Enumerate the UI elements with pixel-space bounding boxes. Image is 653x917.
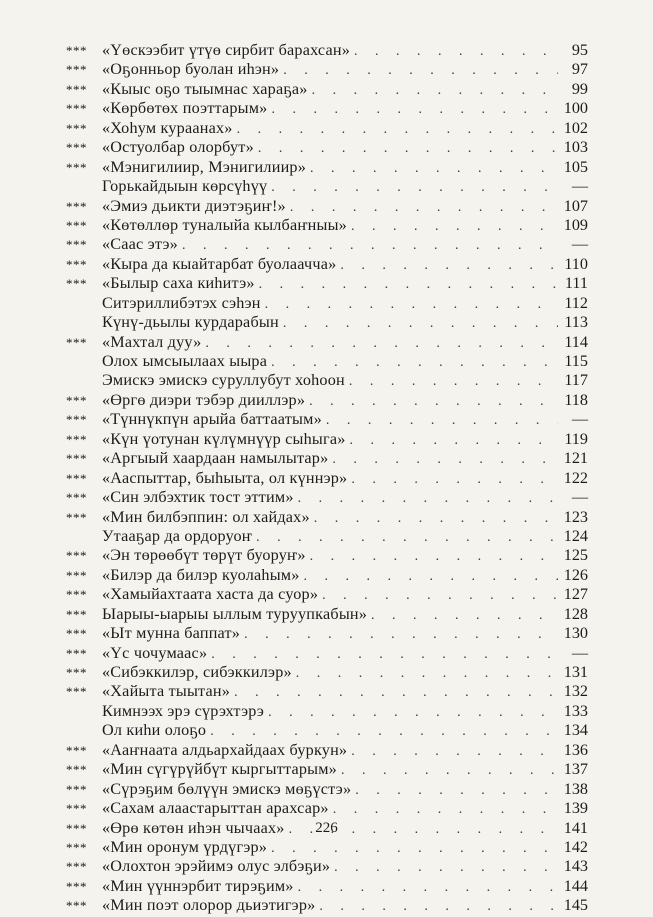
asterisk-marker: *** [66, 820, 87, 836]
toc-entry [66, 527, 588, 546]
dot-leader [350, 431, 559, 450]
asterisk-marker: *** [66, 62, 87, 78]
toc-entry [66, 508, 588, 527]
entry-title: «Көрбөтөх поэттарым» [102, 99, 268, 118]
entry-page-number: 107 [563, 196, 588, 215]
asterisk-marker: *** [66, 470, 87, 486]
entry-page-number: 131 [563, 663, 588, 681]
dot-leader [244, 625, 558, 644]
entry-page-number: 139 [563, 799, 588, 818]
entry-title: «Былыр саха киһитэ» [102, 274, 255, 293]
toc-entry [66, 721, 588, 740]
entry-page-number: 102 [563, 118, 588, 137]
toc-entry [66, 430, 588, 449]
toc-entry [66, 80, 588, 99]
dot-leader [298, 878, 558, 897]
toc-entry [66, 663, 588, 682]
dot-leader [340, 256, 558, 275]
toc-entry [66, 469, 588, 488]
asterisk-marker: *** [66, 334, 87, 350]
entry-page-number: 141 [563, 818, 588, 837]
asterisk-marker: *** [66, 742, 87, 758]
entry-title: Ол киһи олоҕо [102, 721, 207, 740]
dot-leader [271, 100, 558, 119]
entry-title: «Күн үотунан күлүмнүүр сыһыга» [102, 429, 346, 448]
asterisk-marker: *** [66, 878, 87, 894]
asterisk-marker: *** [66, 120, 87, 136]
asterisk-marker: *** [66, 412, 87, 428]
entry-page-number: 103 [563, 138, 588, 157]
entry-title: «Көтөллөр туналыйа кылбаҥныы» [102, 215, 347, 234]
entry-page-number: 105 [563, 157, 588, 176]
asterisk-marker: *** [66, 198, 87, 214]
entry-title: «Түннүкпүн арыйа баттаатым» [102, 410, 322, 429]
entry-page-number: 123 [563, 507, 588, 526]
entry-title: «Сүрэҕим бөлүүн эмискэ мөҕүстэ» [102, 779, 352, 798]
entry-title: «Мин билбэппин: ол хайдах» [102, 507, 310, 526]
toc-entry [66, 702, 588, 721]
asterisk-marker: *** [66, 276, 87, 292]
dot-leader [354, 42, 558, 61]
toc-entry [66, 877, 588, 896]
entry-page-number: 121 [563, 449, 588, 468]
page-number: 226 [315, 820, 338, 836]
asterisk-marker: *** [66, 81, 87, 97]
entry-page-number: 126 [563, 565, 588, 584]
entry-page-number: 130 [563, 624, 588, 643]
asterisk-marker: *** [66, 606, 87, 622]
entry-title: «Эн төрөөбүт төрүт буоруҥ» [102, 546, 306, 565]
dot-leader [271, 353, 558, 372]
toc-entry [66, 60, 588, 79]
toc-entry [66, 546, 588, 565]
toc-entry [66, 682, 588, 701]
toc-entry [66, 896, 588, 915]
dot-leader [268, 703, 558, 722]
asterisk-marker: *** [66, 684, 87, 700]
entry-page-number: 95 [571, 41, 588, 59]
toc-entry [66, 158, 588, 177]
entry-page-number: 109 [563, 215, 588, 234]
dot-leader [298, 489, 558, 508]
toc-entry [66, 255, 588, 274]
entry-title: «Син элбэхтик тост эттим» [102, 488, 294, 507]
dot-leader [355, 781, 558, 800]
entry-title: «Үс чочумаас» [102, 643, 208, 662]
dot-leader [265, 295, 558, 314]
toc-entry [66, 313, 588, 332]
toc-entry [66, 371, 588, 390]
entry-page-number: — [571, 235, 588, 254]
toc-entry [66, 197, 588, 216]
entry-title: Күнү-дьылы курдарабын [102, 313, 279, 332]
asterisk-marker: *** [66, 43, 87, 58]
toc-entry [66, 838, 588, 857]
toc-entry [66, 352, 588, 371]
entry-title: «Өрө көтөн иһэн чычаах» [102, 818, 285, 837]
asterisk-marker: *** [66, 101, 87, 117]
entry-page-number: 99 [571, 79, 588, 98]
toc-entry [66, 235, 588, 254]
toc-entry [66, 216, 588, 235]
toc-entry [66, 410, 588, 429]
dot-leader [310, 547, 558, 566]
dot-leader [283, 61, 558, 80]
entry-title: «Остуолбар олорбут» [102, 138, 254, 157]
asterisk-marker: *** [66, 548, 87, 564]
entry-title: «Үөскээбит үтүө сирбит барахсан» [102, 41, 351, 59]
entry-page-number: 143 [563, 857, 588, 876]
entry-title: «Сахам алаастарыттан арахсар» [102, 799, 329, 818]
entry-page-number: 133 [563, 701, 588, 720]
entry-page-number: 115 [564, 352, 588, 370]
entry-page-number: 144 [563, 876, 588, 895]
entry-title: «Оҕонньор буолан иһэн» [102, 60, 280, 79]
dot-leader [182, 236, 558, 255]
toc-entry [66, 99, 588, 118]
asterisk-marker: *** [66, 665, 87, 680]
entry-title: «Ааспыттар, быһыыта, ол күннэр» [102, 468, 348, 487]
toc-entry [66, 741, 588, 760]
entry-title: «Мин поэт олорор дьиэтигэр» [102, 896, 316, 915]
entry-title: «Саас этэ» [102, 235, 178, 254]
entry-title: «Хамыйахтаата хаста да суор» [102, 585, 319, 604]
asterisk-marker: *** [66, 451, 87, 467]
toc-entry [66, 857, 588, 876]
dot-leader [351, 470, 558, 489]
asterisk-marker: *** [66, 645, 87, 661]
entry-title: «Өргө диэри тэбэр дииллэр» [102, 390, 306, 409]
entry-page-number: 114 [564, 332, 588, 351]
toc-entry [66, 274, 588, 293]
toc-entry [66, 605, 588, 624]
dot-leader [234, 683, 558, 702]
dot-leader [314, 509, 558, 528]
dot-leader [237, 120, 558, 139]
entry-title: «Мэнигилиир, Мэнигилиир» [102, 157, 307, 176]
toc-entry [66, 780, 588, 799]
asterisk-marker: *** [66, 762, 87, 778]
entry-page-number: — [571, 643, 588, 662]
toc-entry [66, 488, 588, 507]
entry-title: «Сибэккилэр, сибэккилэр» [102, 663, 292, 681]
entry-title: Утааҕар да ордоруоҥ [102, 526, 253, 545]
dot-leader [211, 645, 558, 664]
toc-entry [66, 294, 588, 313]
entry-title: «Мин сүгүрүйбүт кыргыттарым» [102, 760, 337, 779]
asterisk-marker: *** [66, 567, 87, 583]
dot-leader [259, 275, 558, 294]
entry-title: «Ыт мунна баппат» [102, 624, 241, 643]
asterisk-marker: *** [66, 509, 87, 525]
entry-page-number: 125 [563, 546, 588, 565]
dot-leader [296, 664, 558, 683]
toc-entry [66, 333, 588, 352]
entry-page-number: 100 [563, 99, 588, 118]
asterisk-marker: *** [66, 898, 87, 914]
dot-leader [256, 528, 558, 547]
entry-title: «Хоһум кураанах» [102, 118, 233, 137]
entry-page-number: 142 [563, 837, 588, 856]
entry-title: «Мин оронум үрдүгэр» [102, 837, 268, 856]
toc-entry [66, 799, 588, 818]
entry-page-number: 136 [563, 740, 588, 759]
entry-title: «Олохтон эрэйимэ олус элбэҕи» [102, 857, 331, 876]
toc-entry [66, 177, 588, 196]
entry-title: Эмискэ эмискэ суруллубут хоһоон [102, 371, 345, 390]
dot-leader [371, 606, 558, 625]
dot-leader [258, 139, 558, 158]
dot-leader [304, 567, 558, 586]
toc-entry [66, 644, 588, 663]
toc-entry [66, 566, 588, 585]
asterisk-marker: *** [66, 490, 87, 506]
dot-leader [283, 314, 558, 333]
asterisk-marker: *** [66, 256, 87, 272]
asterisk-marker: *** [66, 839, 87, 855]
entry-page-number: 118 [564, 390, 588, 409]
asterisk-marker: *** [66, 859, 87, 875]
table-of-contents [66, 41, 588, 916]
dot-leader [332, 450, 558, 469]
toc-entry [66, 391, 588, 410]
toc-entry [66, 449, 588, 468]
entry-page-number: 124 [563, 526, 588, 545]
dot-leader [351, 742, 558, 761]
entry-page-number: 128 [563, 604, 588, 623]
asterisk-marker: *** [66, 237, 87, 253]
dot-leader [322, 586, 558, 605]
entry-page-number: 127 [563, 585, 588, 604]
dot-leader [290, 198, 558, 217]
entry-page-number: 134 [563, 721, 588, 740]
entry-page-number: 137 [563, 760, 588, 779]
toc-entry [66, 760, 588, 779]
dot-leader [326, 411, 558, 430]
entry-page-number: 138 [563, 779, 588, 798]
entry-title: «Аргыый хаардаан намылытар» [102, 449, 329, 468]
entry-page-number: — [571, 177, 588, 196]
dot-leader [349, 372, 558, 391]
dot-leader [205, 334, 558, 353]
entry-title: «Мин үүннэрбит тирэҕим» [102, 876, 294, 895]
entry-title: «Кыыс оҕо тыымнас хараҕа» [102, 79, 308, 98]
dot-leader [351, 217, 558, 236]
dot-leader [271, 178, 558, 197]
entry-page-number: 110 [564, 254, 588, 273]
entry-page-number: — [571, 488, 588, 507]
dot-leader [309, 392, 558, 411]
entry-title: Горькайдыын көрсүһүү [102, 177, 268, 196]
asterisk-marker: *** [66, 781, 87, 797]
dot-leader [334, 858, 558, 877]
entry-title: «Махтал дуу» [102, 332, 202, 351]
asterisk-marker: *** [66, 626, 87, 642]
entry-title: «Ааҥнаата алдьархайдаах буркун» [102, 740, 348, 759]
entry-page-number: 119 [564, 429, 588, 448]
toc-entry [66, 585, 588, 604]
entry-title: Олох ымсыылаах ыыра [102, 352, 268, 370]
asterisk-marker: *** [66, 159, 87, 175]
toc-entry [66, 624, 588, 643]
entry-title: «Кыра да кыайтарбат буолаачча» [102, 254, 337, 273]
asterisk-marker: *** [66, 217, 87, 233]
entry-title: «Билэр да билэр куолаһым» [102, 565, 300, 584]
dot-leader [310, 159, 558, 178]
dot-leader [210, 722, 558, 741]
asterisk-marker: *** [66, 392, 87, 408]
toc-entry [66, 41, 588, 60]
toc-entry [66, 138, 588, 157]
entry-page-number: 111 [564, 274, 588, 293]
dot-leader [333, 800, 558, 819]
asterisk-marker: *** [66, 140, 87, 156]
entry-page-number: — [571, 410, 588, 429]
entry-title: «Хайыта тыытан» [102, 682, 231, 701]
entry-page-number: 145 [563, 896, 588, 915]
entry-page-number: 117 [564, 371, 588, 390]
entry-page-number: 122 [563, 468, 588, 487]
entry-title: Кимнээх эрэ сүрэхтэрэ [102, 701, 265, 720]
dot-leader [312, 81, 558, 100]
entry-page-number: 132 [563, 682, 588, 701]
toc-entry [66, 119, 588, 138]
entry-page-number: 97 [571, 60, 588, 79]
entry-title: «Эмиэ дьикти диэтэҕиҥ!» [102, 196, 286, 215]
asterisk-marker: *** [66, 801, 87, 817]
dot-leader [271, 839, 558, 858]
entry-title: Ситэриллибэтэх сэһэн [102, 293, 261, 312]
asterisk-marker: *** [66, 431, 87, 447]
entry-page-number: 112 [564, 293, 588, 312]
entry-title: Ыарыы-ыарыы ыллым туруупкабын» [102, 604, 368, 623]
dot-leader [319, 897, 558, 916]
asterisk-marker: *** [66, 587, 87, 603]
dot-leader [341, 761, 558, 780]
entry-page-number: 113 [564, 313, 588, 332]
